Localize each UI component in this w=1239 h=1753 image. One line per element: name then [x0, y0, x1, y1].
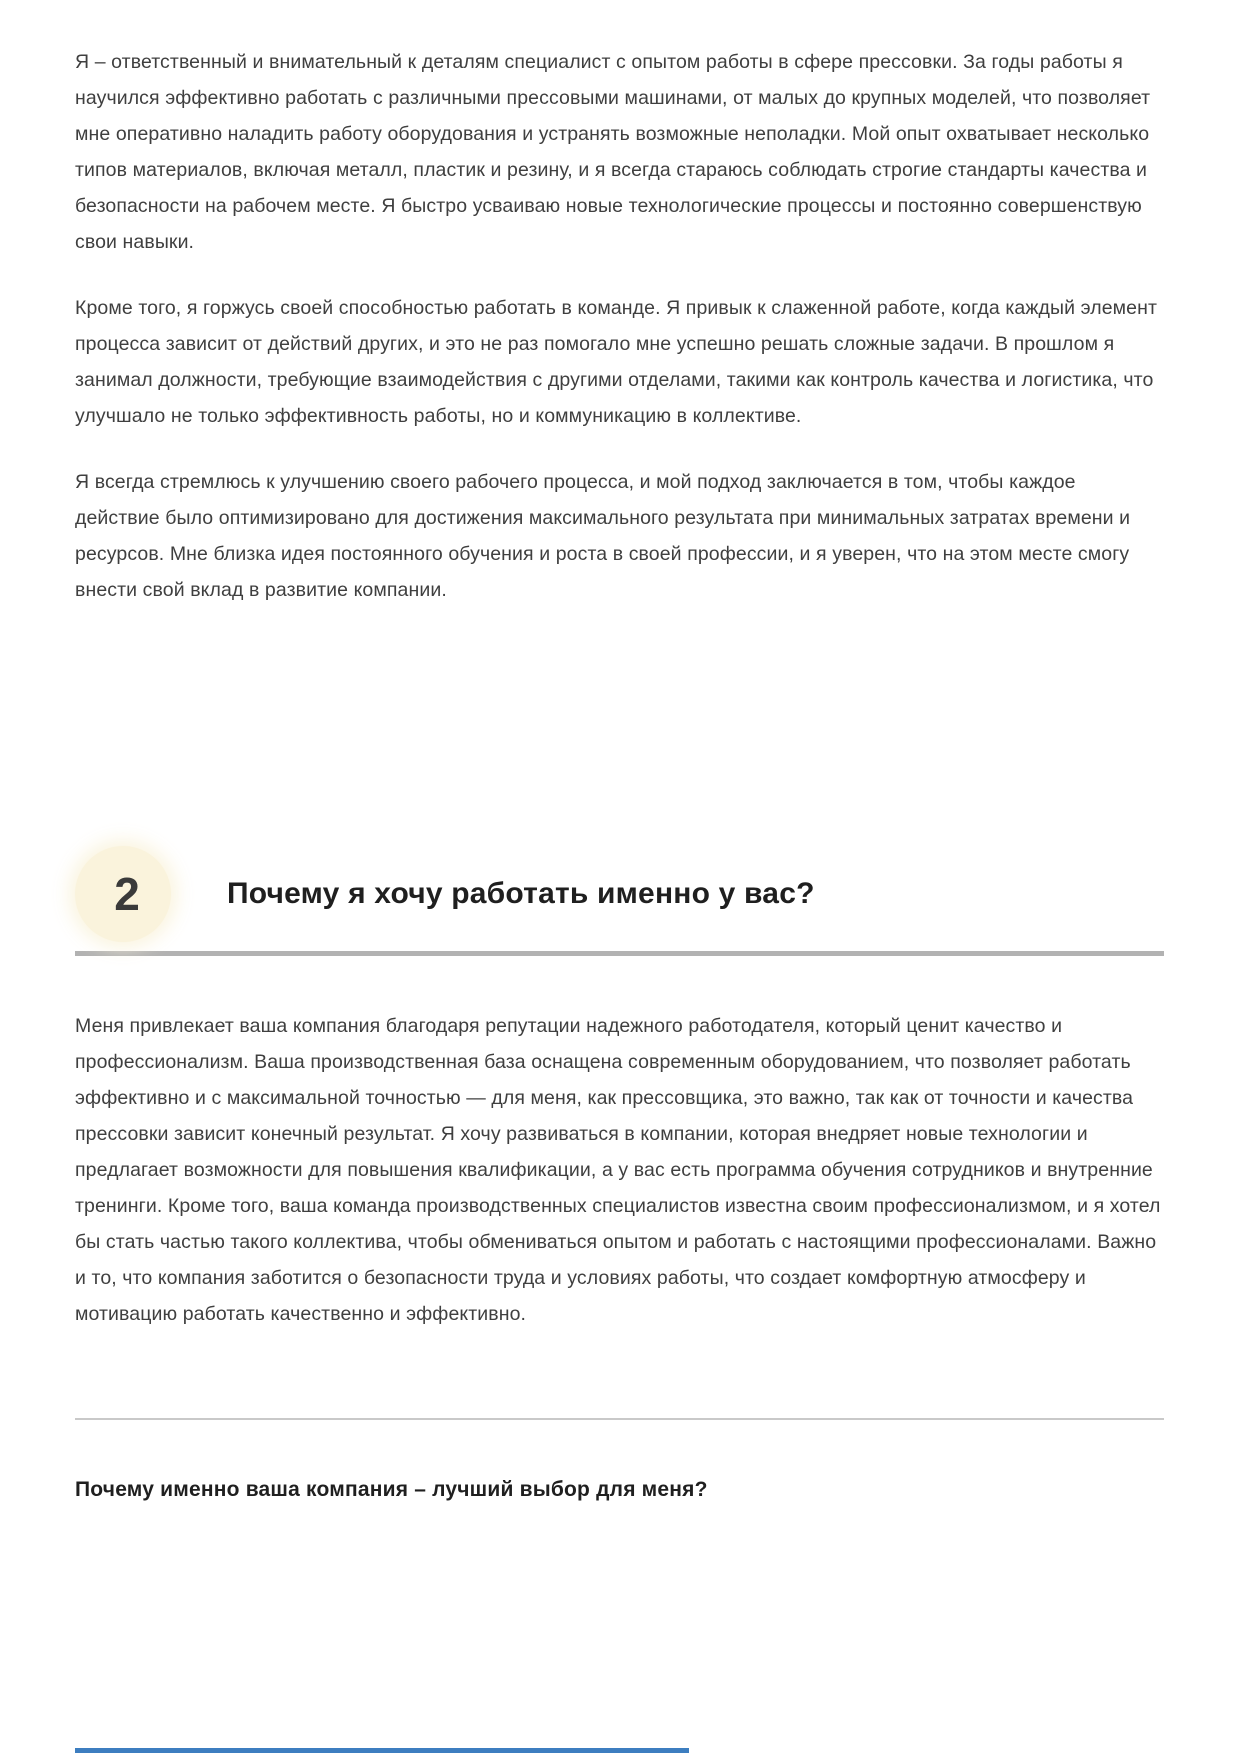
- section-divider: [75, 951, 1164, 956]
- section-number-badge: [75, 846, 171, 942]
- intro-paragraph-1: Я – ответственный и внимательный к деталям специалист с опытом работы в сфере прессовки. За годы работы я научился эффективно работать с различными прессовыми машинами, от малых до крупных моделей, что позволяет мне оперативно наладить работу оборудования и устранять возможные неполадки. Мой опыт охватывает несколько типов материалов, включая металл, пластик и резину, и я всегда стараюсь соблюдать строгие стандарты качества и безопасности на рабочем месте. Я быстро усваиваю новые технологические процессы и постоянно совершенствую свои навыки.: [75, 51, 1151, 253]
- subsection-heading: Почему именно ваша компания – лучший выбор для меня?: [75, 1478, 708, 1501]
- subsection-divider: [75, 1418, 1164, 1420]
- section-header: [75, 846, 1164, 942]
- document-content: [75, 0, 1164, 1502]
- section-number: 2: [114, 868, 140, 920]
- section-paragraph: Меня привлекает ваша компания благодаря репутации надежного работодателя, который ценит качество и профессионализм. Ваша производственная база оснащена современным оборудованием, что позволяет работать эффективно и с максимальной точностью — для меня, как прессовщика, это важно, так как от точности и качества прессовки зависит конечный результат. Я хочу развиваться в компании, которая внедряет новые технологии и предлагает возможности для повышения квалификации, а у вас есть программа обучения сотрудников и внутренние тренинги. Кроме того, ваша команда производственных специалистов известна своим профессионализмом, и я хотел бы стать частью такого коллектива, чтобы обмениваться опытом и работать с настоящими профессионалами. Важно и то, что компания заботится о безопасности труда и условиях работы, что создает комфортную атмосферу и мотивацию работать качественно и эффективно.: [75, 1015, 1161, 1325]
- intro-paragraph-2: Кроме того, я горжусь своей способностью работать в команде. Я привык к слаженной работе, когда каждый элемент процесса зависит от действий других, и это не раз помогало мне успешно решать сложные задачи. В прошлом я занимал должности, требующие взаимодействия с другими отделами, такими как контроль качества и логистика, что улучшало не только эффективность работы, но и коммуникацию в коллективе.: [75, 297, 1158, 427]
- section-title: Почему я хочу работать именно у вас?: [227, 877, 815, 910]
- bottom-accent-bar: [75, 1748, 689, 1753]
- intro-paragraph-3: Я всегда стремлюсь к улучшению своего рабочего процесса, и мой подход заключается в том, чтобы каждое действие было оптимизировано для достижения максимального результата при минимальных затратах времени и ресурсов. Мне близка идея постоянного обучения и роста в своей профессии, и я уверен, что на этом месте смогу внести свой вклад в развитие компании.: [75, 471, 1131, 601]
